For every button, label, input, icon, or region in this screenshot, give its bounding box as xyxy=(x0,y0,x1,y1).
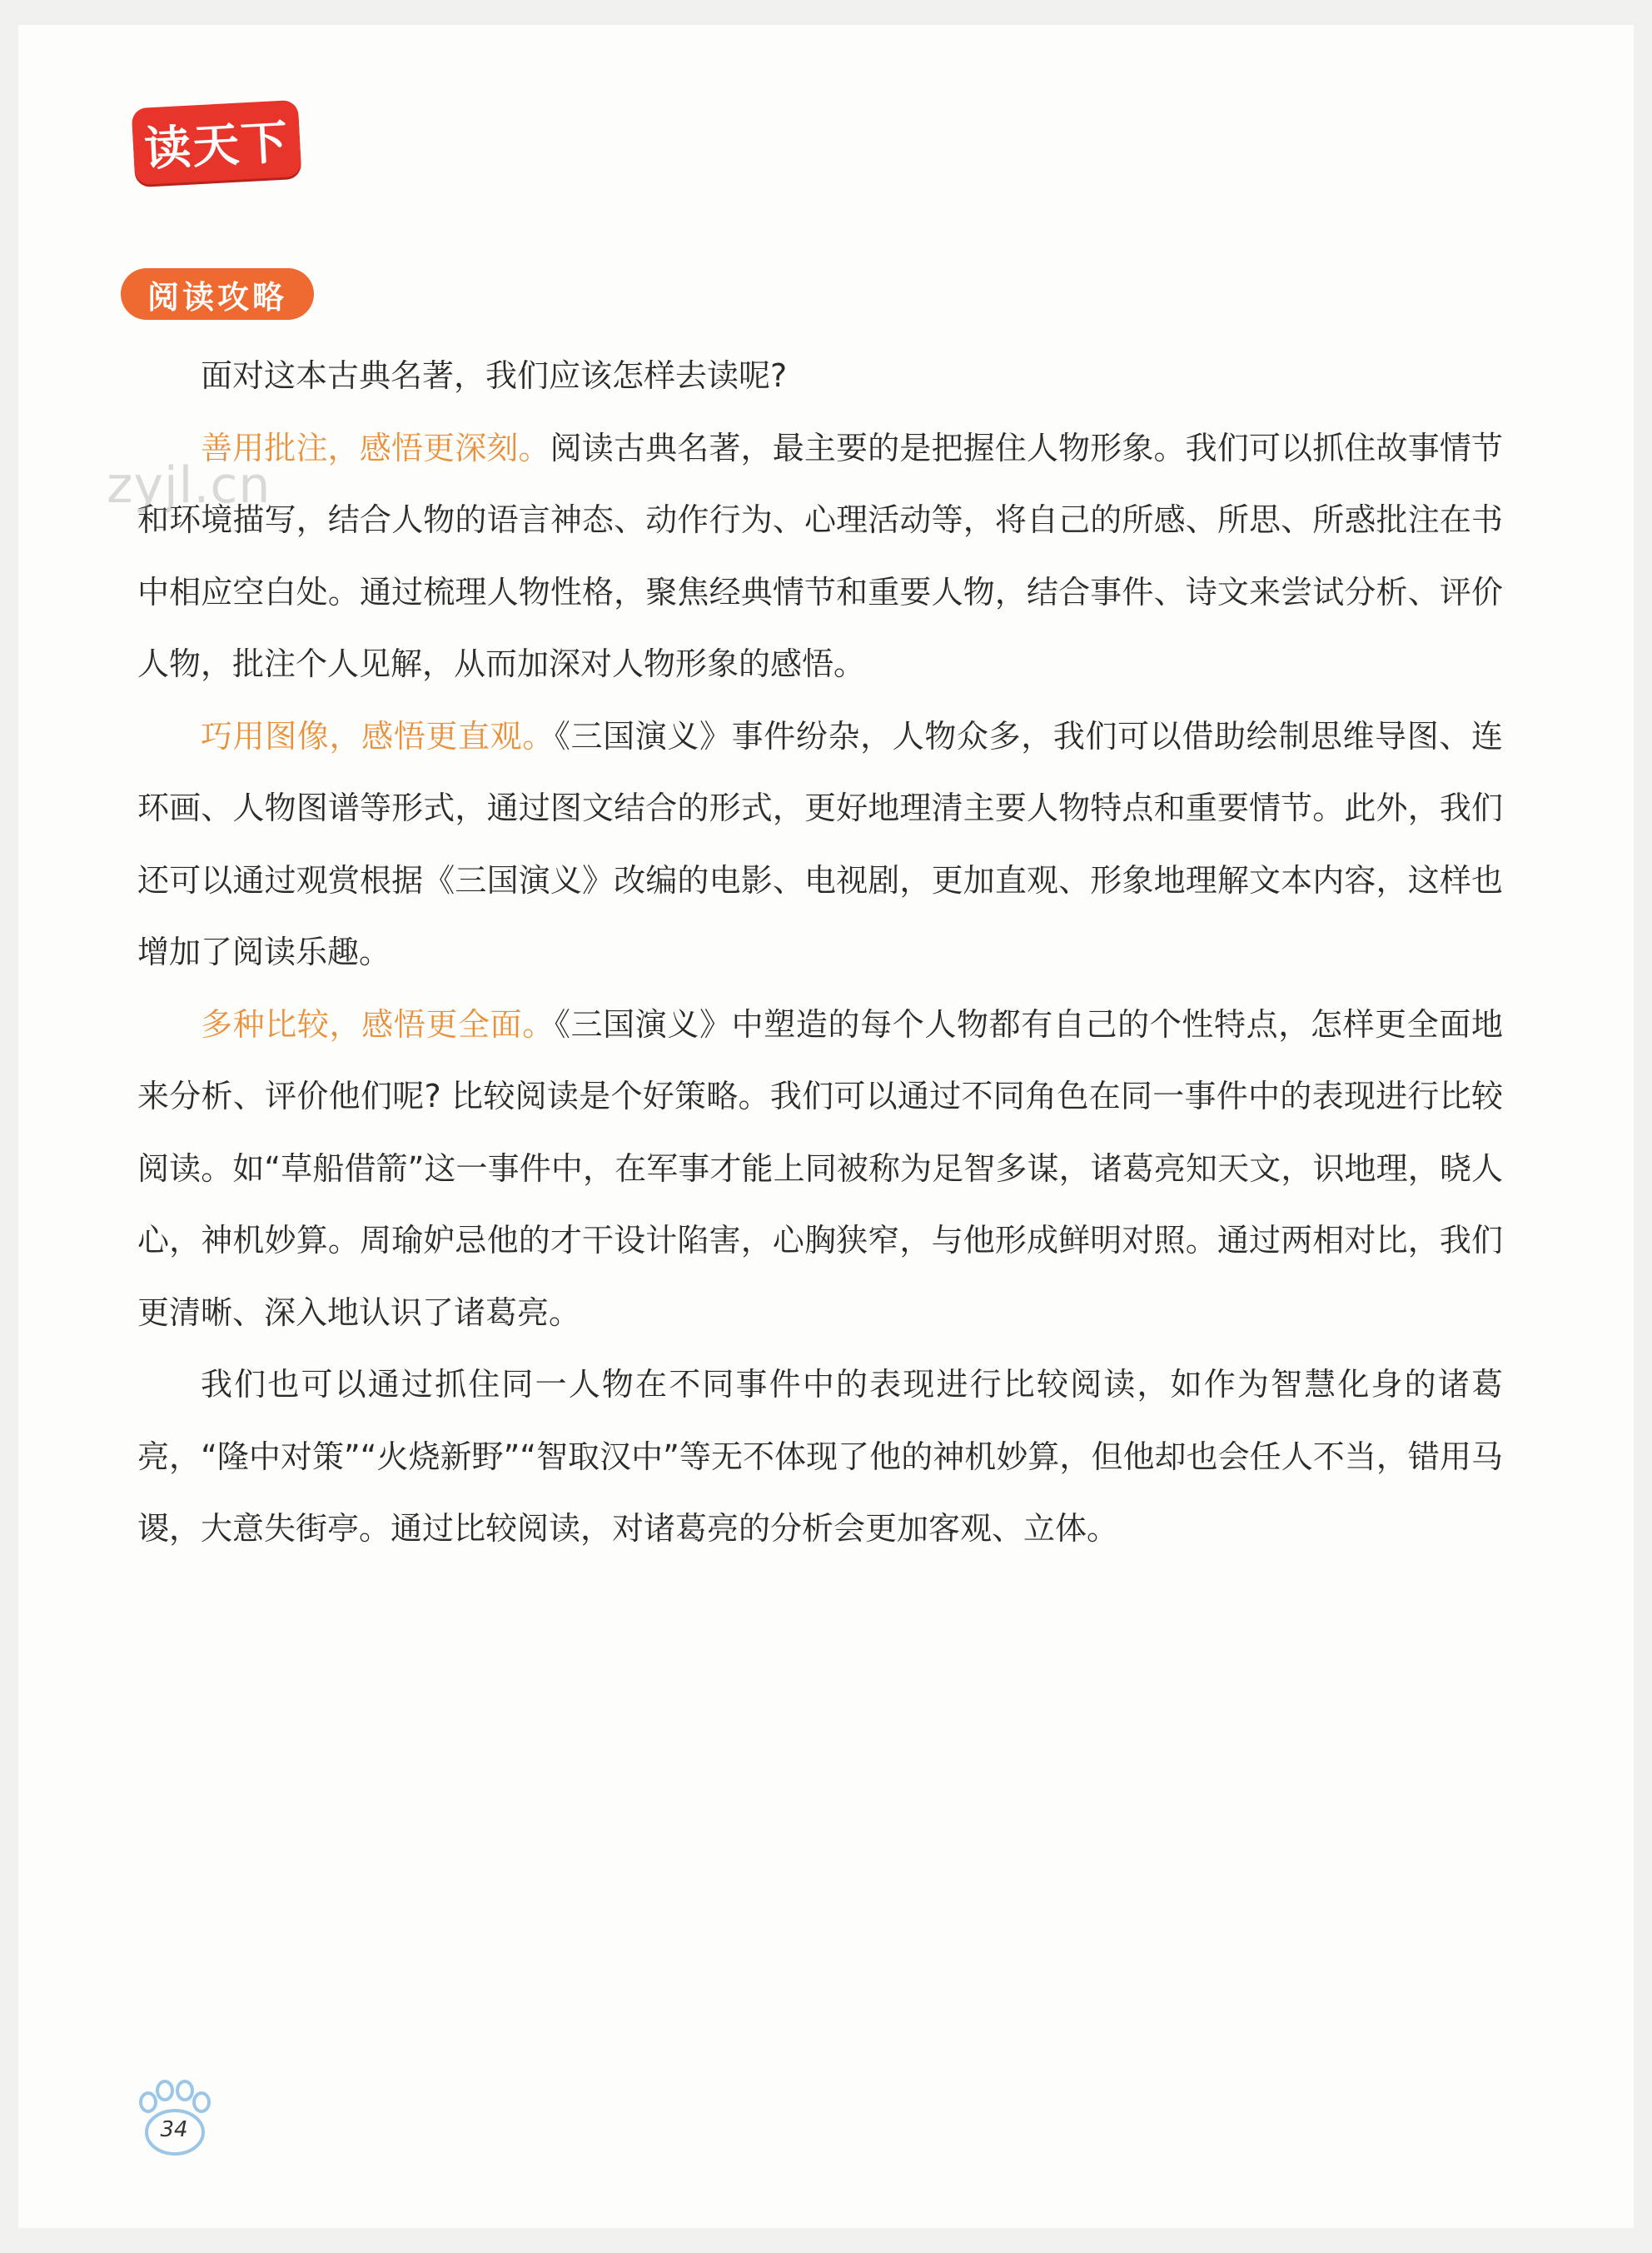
page-number-badge xyxy=(133,2079,216,2162)
paragraph-text: 《三国演义》中塑造的每个人物都有自己的个性特点，怎样更全面地来分析、评价他们呢? 比较阅读是个好策略。我们可以通过不同角色在同一事件中的表现进行比较阅读。如“草船借箭”这一事件中，在军事才能上同被称为足智多谋，诸葛亮知天文，识地理，晓人心，神机妙算。周瑜妒忌他的才干设计陷害，心胸狭窄，与他形成鲜明对照。通过两相对比，我们更清晰、深入地认识了诸葛亮。 xyxy=(137,1005,1503,1331)
column-banner xyxy=(132,100,302,185)
paragraph-lead: 多种比较，感悟更全面。 xyxy=(201,1005,555,1043)
watermark: zyjl.cn xyxy=(107,456,271,515)
paragraph-lead: 善用批注，感悟更深刻。 xyxy=(201,429,550,466)
paragraph-annotation xyxy=(137,412,1503,700)
page-number: 34 xyxy=(160,2117,188,2142)
paragraph-text: 阅读古典名著，最主要的是把握住人物形象。我们可以抓住故事情节和环境描写，结合人物的语言神态、动作行为、心理活动等，将自己的所感、所思、所惑批注在书中相应空白处。通过梳理人物性格，聚焦经典情节和重要人物，结合事件、诗文来尝试分析、评价人物，批注个人见解，从而加深对人物形象的感悟。 xyxy=(137,429,1503,682)
paragraph-intro xyxy=(137,340,1503,412)
article-body xyxy=(137,340,1503,1565)
section-tag xyxy=(121,268,314,320)
paragraph-images xyxy=(137,700,1503,989)
paragraph-text: 面对这本古典名著，我们应该怎样去读呢? xyxy=(201,357,788,394)
paragraph-comparison xyxy=(137,989,1503,1349)
paragraph-text: 我们也可以通过抓住同一人物在不同事件中的表现进行比较阅读，如作为智慧化身的诸葛亮，“隆中对策”“火烧新野”“智取汉中”等无不体现了他的神机妙算，但他却也会任人不当，错用马谡，大意失街亭。通过比较阅读，对诸葛亮的分析会更加客观、立体。 xyxy=(137,1366,1503,1547)
column-banner-label: 读天下 xyxy=(142,115,291,177)
section-tag-label: 阅读攻略 xyxy=(147,278,287,316)
paragraph-lead: 巧用图像，感悟更直观。 xyxy=(201,717,555,755)
paragraph-same-person xyxy=(137,1348,1503,1565)
paragraph-text: 《三国演义》事件纷杂，人物众多，我们可以借助绘制思维导图、连环画、人物图谱等形式，通过图文结合的形式，更好地理清主要人物特点和重要情节。此外，我们还可以通过观赏根据《三国演义》改编的电影、电视剧，更加直观、形象地理解文本内容，这样也增加了阅读乐趣。 xyxy=(137,717,1503,970)
